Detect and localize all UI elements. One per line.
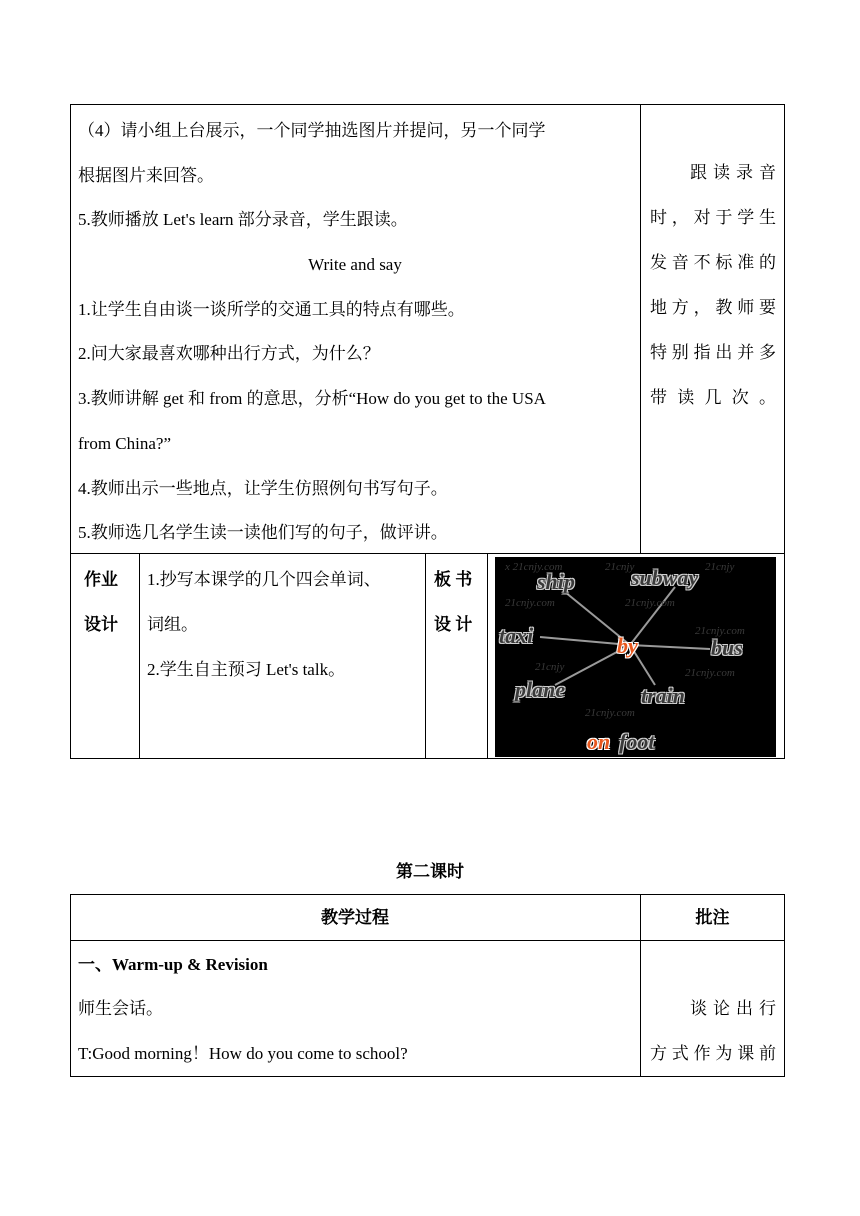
note-line: 发音不标准的	[650, 253, 781, 272]
table1-right-border	[784, 104, 785, 759]
table1-bottom-border	[70, 758, 785, 759]
table2-top-border	[70, 894, 785, 895]
table2-header-divider	[70, 940, 785, 941]
lesson2-title: 第二课时	[396, 862, 464, 881]
board-word-bus: bus	[711, 635, 743, 660]
homework-line: 1.抄写本课学的几个四会单词、	[147, 570, 381, 589]
process-line: 4.教师出示一些地点，让学生仿照例句书写句子。	[78, 479, 448, 498]
header-notes: 批注	[695, 908, 730, 927]
homework-label: 设计	[84, 615, 118, 634]
process-line: 5.教师播放 Let's learn 部分录音，学生跟读。	[78, 210, 408, 229]
process-line: 师生会话。	[78, 999, 163, 1018]
homework-content-divider	[425, 553, 426, 759]
table1-row-divider	[70, 553, 785, 554]
board-word-train: train	[641, 683, 686, 708]
table1-left-border	[70, 104, 71, 759]
board-word-ship: ship	[537, 569, 575, 594]
note-line: 方式作为课前	[650, 1044, 781, 1063]
process-line: 5.教师选几名学生读一读他们写的句子，做评讲。	[78, 523, 448, 542]
board-word-on: on	[587, 729, 611, 754]
note-line: 谈论出行	[690, 999, 782, 1018]
board-design-image: x 21cnjy.com 21cnjy 21cnjy 21cnjy.com 21cnjy.com 21cnjy.com 21cnjy 21cnjy.com 21cnjy.com ship subway taxi by bus plane train on foot	[495, 557, 776, 757]
homework-label: 作业	[84, 570, 118, 589]
board-label-divider	[487, 553, 488, 759]
table1-top-border	[70, 104, 785, 105]
homework-label-divider	[139, 553, 140, 759]
process-line: from China?”	[78, 434, 171, 453]
table2-bottom-border	[70, 1076, 785, 1077]
process-line: 2.问大家最喜欢哪种出行方式，为什么？	[78, 344, 380, 363]
board-word-subway: subway	[631, 565, 699, 590]
warmup-heading: 一、Warm-up & Revision	[78, 955, 268, 974]
note-line: 跟读录音	[690, 163, 782, 182]
header-teaching-process: 教学过程	[321, 908, 389, 927]
note-line: 带读几次。	[650, 388, 787, 407]
note-line: 时，对于学生	[650, 208, 781, 227]
process-line: 根据图片来回答。	[78, 166, 214, 185]
process-line: 3.教师讲解 get 和 from 的意思，分析“How do you get to the USA	[78, 389, 546, 408]
table1-notes-divider	[640, 104, 641, 553]
board-label: 设 计	[434, 615, 473, 634]
homework-line: 2.学生自主预习 Let's talk。	[147, 660, 346, 679]
board-word-foot: foot	[619, 729, 655, 754]
board-word-plane: plane	[515, 677, 566, 702]
note-line: 特别指出并多	[650, 343, 781, 362]
homework-line: 词组。	[147, 615, 198, 634]
board-word-by: by	[617, 633, 638, 658]
note-line: 地方，教师要	[650, 298, 781, 317]
board-word-taxi: taxi	[499, 623, 534, 648]
process-line: （4）请小组上台展示，一个同学抽选图片并提问，另一个同学	[78, 121, 546, 140]
board-label: 板 书	[434, 570, 473, 589]
process-line: T:Good morning！How do you come to school?	[78, 1044, 408, 1063]
process-line: 1.让学生自由谈一谈所学的交通工具的特点有哪些。	[78, 300, 465, 319]
section-heading-write-and-say: Write and say	[308, 255, 402, 274]
